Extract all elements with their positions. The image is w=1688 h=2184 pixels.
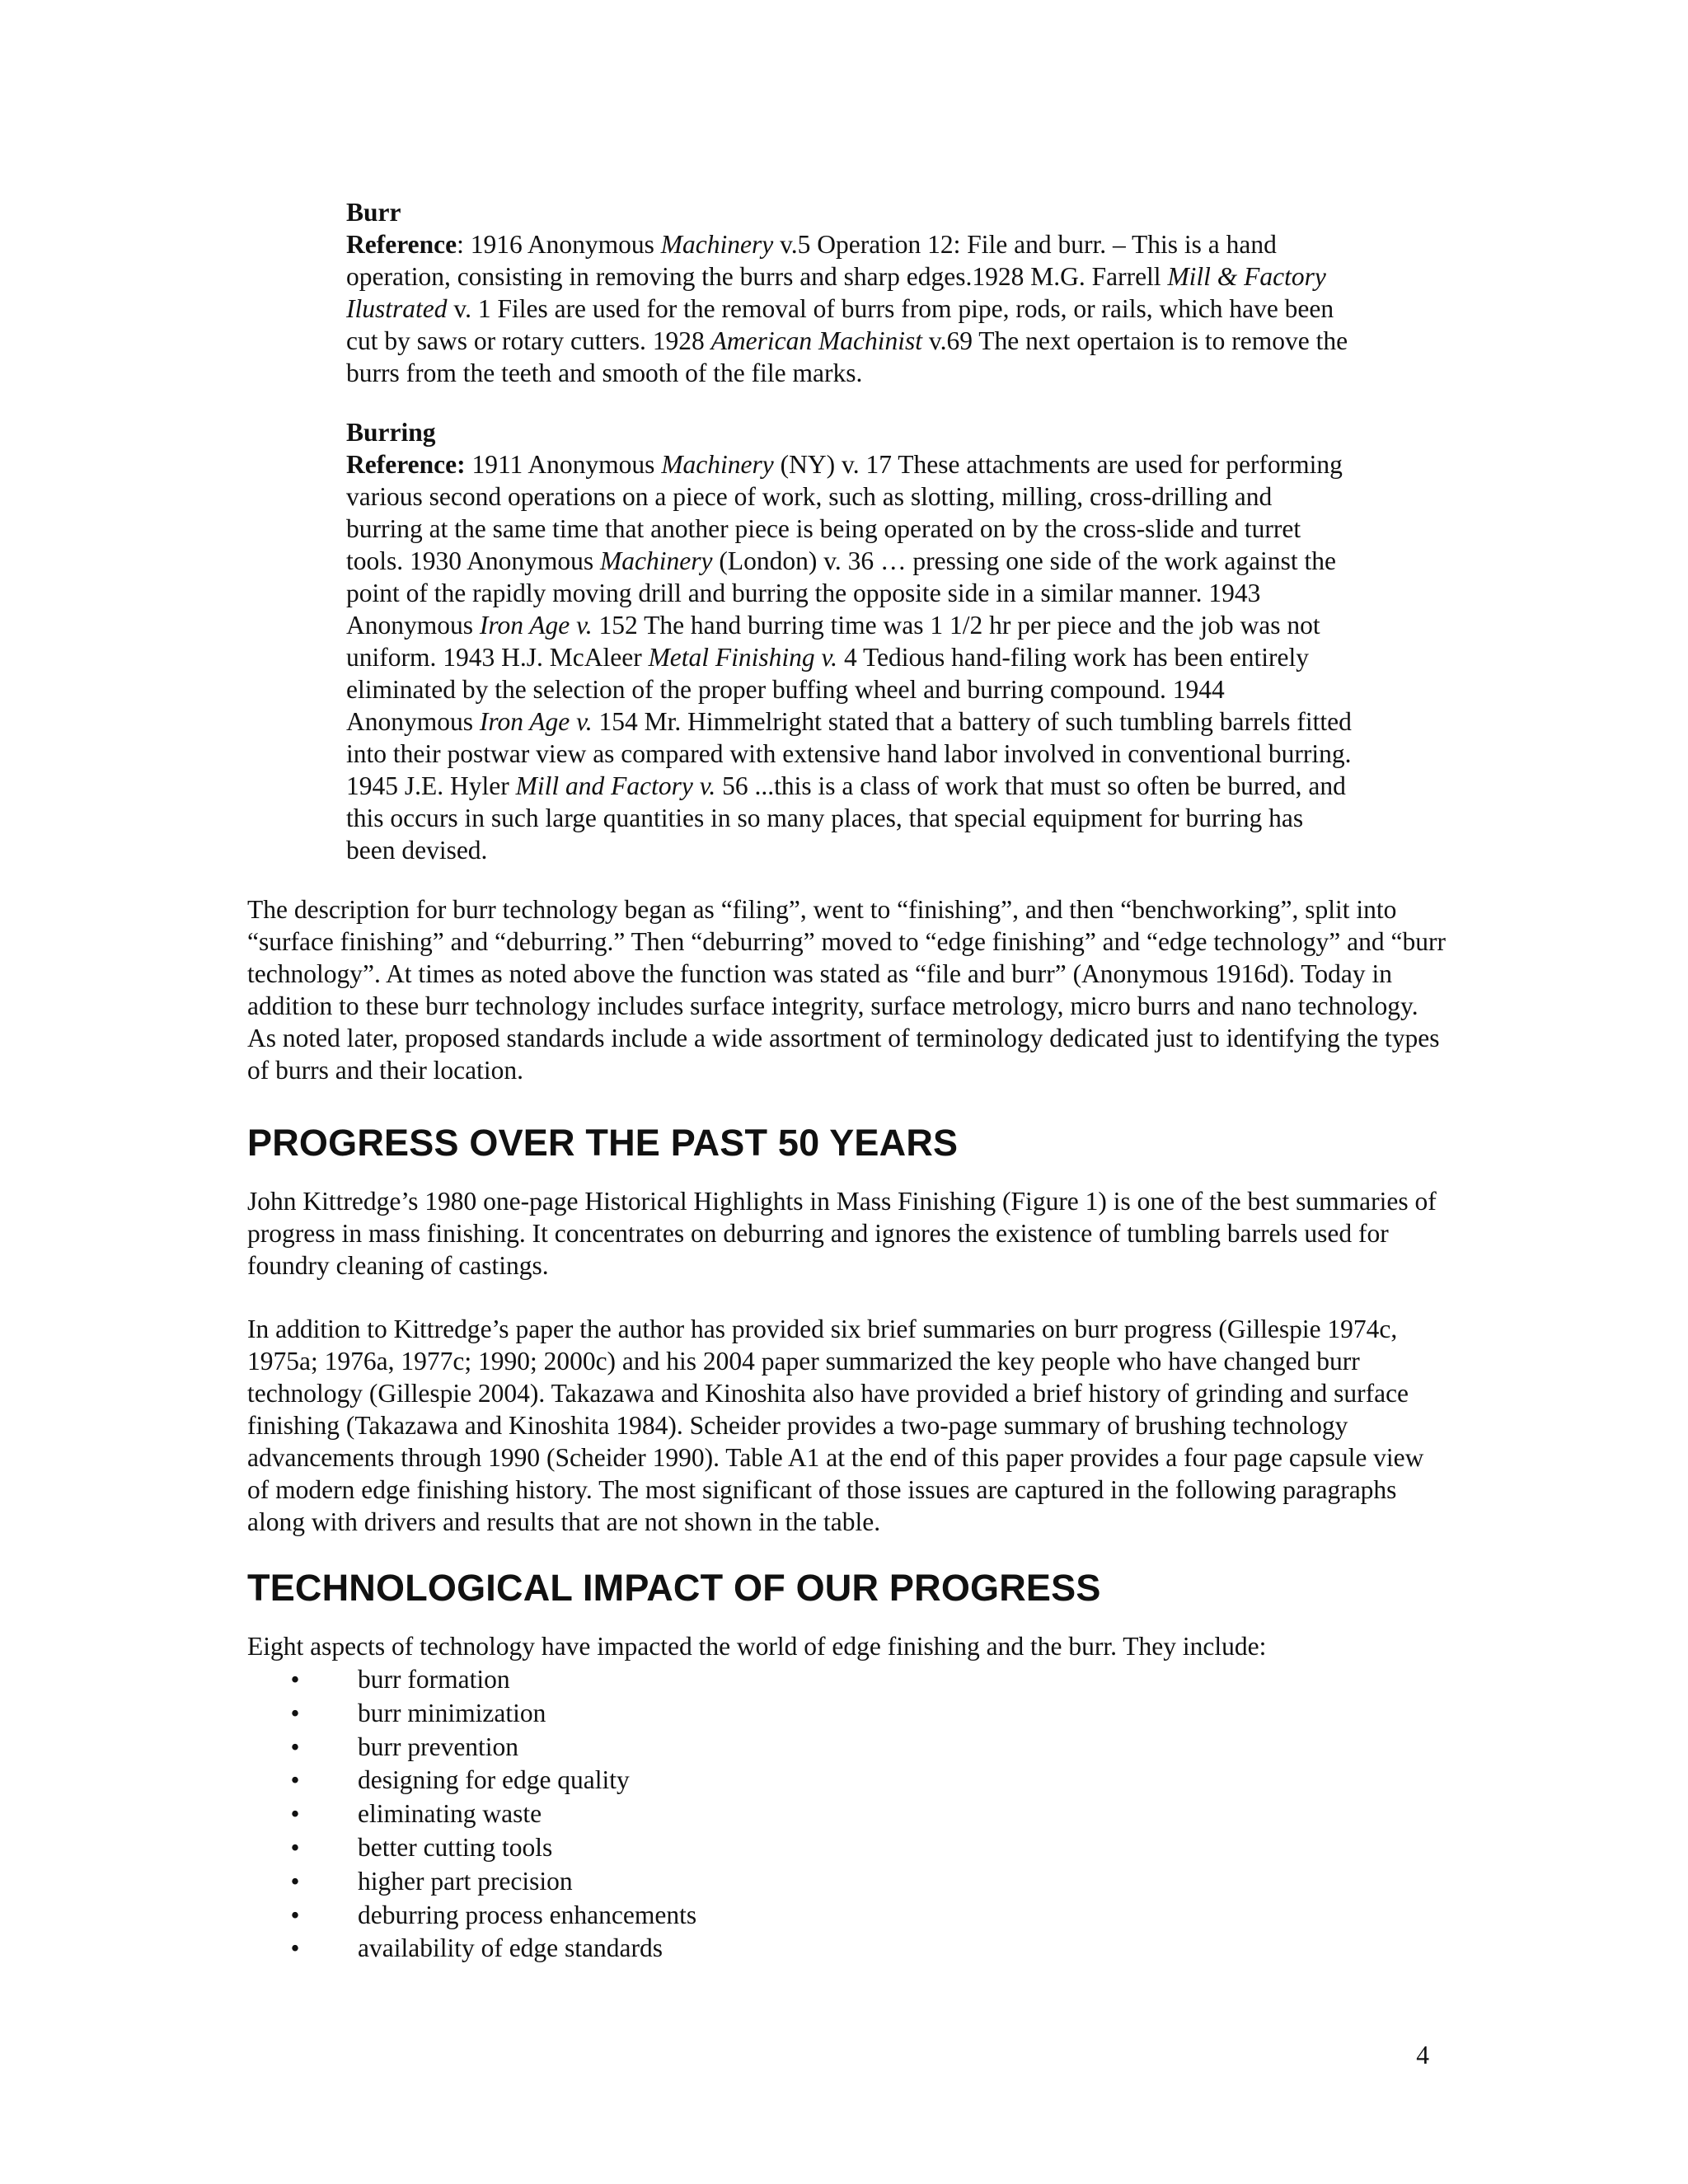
burr-definition [346, 196, 1352, 389]
burring-ref-text: (London) v. 36 … pressing one side of the work against the point of the rapidly moving drill and burring the opposite side in a similar manner. 1943 Anonymous [346, 546, 1336, 640]
burring-ref-source: Iron Age v. [479, 707, 593, 736]
progress-paragraph-1: John Kittredge’s 1980 one-page Historical Highlights in Mass Finishing (Figure 1) is one of the best summaries of progress in mass finishing. It concentrates on deburring and ignores the existence of tumbling barrels used for foundry cleaning of castings. [247, 1187, 1437, 1280]
bullet-icon: • [290, 1698, 300, 1727]
list-item [247, 1663, 696, 1697]
burring-ref-text: 154 Mr. Himmelright stated that a battery of such tumbling barrels fitted into their postwar view as compared with extensive hand labor involved in conventional burring. 1945 J.E. Hyler [346, 707, 1352, 800]
list-item-text: burr formation [358, 1665, 510, 1694]
list-item-text: eliminating waste [358, 1799, 542, 1829]
burr-ref-text: v.69 The next opertaion is to remove the burrs from the teeth and smooth of the file marks. [346, 326, 1348, 387]
bullet-icon: • [290, 1933, 300, 1963]
list-item [247, 1697, 696, 1731]
burr-ref-source: American Machinist [710, 326, 922, 355]
list-item-text: burr prevention [358, 1732, 519, 1761]
burring-reference-label: Reference: [346, 450, 466, 479]
burring-ref-text: 1911 Anonymous [465, 450, 662, 479]
list-item [247, 1764, 696, 1797]
section-heading-impact: TECHNOLOGICAL IMPACT OF OUR PROGRESS [247, 1567, 1101, 1609]
list-item-text: burr minimization [358, 1698, 546, 1727]
list-item [247, 1831, 696, 1865]
burr-reference-label: Reference [346, 230, 457, 259]
bullet-icon: • [290, 1832, 300, 1862]
impact-bullet-list [247, 1663, 696, 1966]
list-item-text: higher part precision [358, 1866, 573, 1896]
list-item-text: deburring process enhancements [358, 1900, 697, 1929]
bullet-icon: • [290, 1665, 300, 1694]
list-item [247, 1932, 696, 1966]
page-number: 4 [1416, 2041, 1429, 2069]
bullet-icon: • [290, 1732, 300, 1761]
burring-ref-source: Mill and Factory v. [515, 771, 716, 800]
burring-ref-text: 152 The hand burring time was 1 1/2 hr per piece and the job was not uniform. 1943 H.J. McAleer [346, 611, 1320, 672]
burring-ref-source: Machinery [661, 450, 774, 479]
list-item-text: designing for edge quality [358, 1765, 630, 1795]
progress-paragraph-2: In addition to Kittredge’s paper the author has provided six brief summaries on burr progress (Gillespie 1974c, 1975a; 1976a, 1977c; 1990; 2000c) and his 2004 paper summarized the key people who have changed burr technology (Gillespie 2004). Takazawa and Kinoshita also have provided a brief history of grinding and surface finishing (Takazawa and Kinoshita 1984). Scheider provides a two-page summary of brushing technology advancements through 1990 (Scheider 1990). Table A1 at the end of this paper provides a four page capsule view of modern edge finishing history. The most significant of those issues are captured in the following paragraphs along with drivers and results that are not shown in the table. [247, 1315, 1424, 1536]
list-item [247, 1731, 696, 1765]
section-heading-progress: PROGRESS OVER THE PAST 50 YEARS [247, 1122, 959, 1164]
bullet-icon: • [290, 1900, 300, 1929]
burr-ref-source: Mill & Factory Ilustrated [346, 262, 1326, 323]
list-item [247, 1797, 696, 1831]
burr-ref-source: Machinery [660, 230, 774, 259]
burring-ref-source: Iron Age v. [479, 611, 593, 640]
burring-ref-text: (NY) v. 17 These attachments are used for performing various second operations on a piece of work, such as slotting, milling, cross-drilling and burring at the same time that another piece is being operated on by the cross-slide and turret tools. 1930 Anonymous [346, 450, 1343, 575]
burring-ref-text: 56 ...this is a class of work that must so often be burred, and this occurs in such large quantities in so many places, that special equipment for burring has been devised. [346, 771, 1346, 865]
burring-term-title: Burring [346, 418, 436, 447]
impact-intro: Eight aspects of technology have impacted the world of edge finishing and the burr. They include: [247, 1632, 1267, 1661]
burr-ref-text: : 1916 Anonymous [457, 230, 661, 259]
burring-ref-source: Machinery [600, 546, 713, 575]
bullet-icon: • [290, 1799, 300, 1829]
burr-ref-text: v. 1 Files are used for the removal of burrs from pipe, rods, or rails, which have been cut by saws or rotary cutters. 1928 [346, 294, 1334, 355]
burring-ref-text: 4 Tedious hand-filing work has been entirely eliminated by the selection of the proper buffing wheel and burring compound. 1944 Anonymous [346, 643, 1310, 736]
intro-paragraph: The description for burr technology began as “filing”, went to “finishing”, and then “benchworking”, split into “surface finishing” and “deburring.” Then “deburring” moved to “edge finishing” and “edge technology” and “burr technology”. At times as noted above the function was stated as “file and burr” (Anonymous 1916d). Today in addition to these burr technology includes surface integrity, surface metrology, micro burrs and nano technology. As noted later, proposed standards include a wide assortment of terminology dedicated just to identifying the types of burrs and their location. [247, 895, 1446, 1085]
burring-reference [346, 448, 1352, 866]
burring-definition [346, 416, 1352, 866]
list-item-text: better cutting tools [358, 1832, 553, 1862]
burr-ref-text: v.5 Operation 12: File and burr. – This is a hand operation, consisting in removing the burrs and sharp edges.1928 M.G. Farrell [346, 230, 1277, 291]
list-item-text: availability of edge standards [358, 1933, 663, 1963]
burr-reference [346, 228, 1352, 389]
burring-ref-source: Metal Finishing v. [648, 643, 838, 672]
list-item [247, 1899, 696, 1933]
burr-term-title: Burr [346, 198, 401, 227]
list-item [247, 1865, 696, 1899]
bullet-icon: • [290, 1866, 300, 1896]
bullet-icon: • [290, 1765, 300, 1795]
